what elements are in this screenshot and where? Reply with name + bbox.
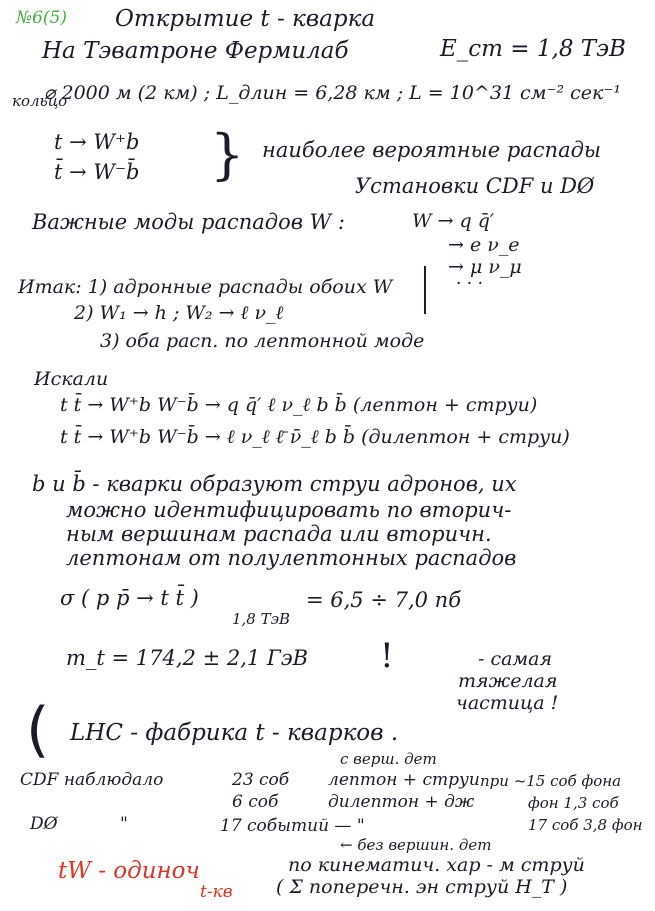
ring-label: кольцо	[12, 92, 68, 110]
exclamation-icon: !	[380, 636, 394, 676]
no-vertex-note: ← без вершин. дет	[340, 836, 492, 854]
tw-note: tW - одиноч	[58, 858, 200, 884]
b-quarks-line-1: b и b̄ - кварки образуют струи адронов, их	[32, 472, 517, 496]
experiments: Установки CDF и DØ	[355, 174, 595, 198]
sum-note: ( Σ поперечн. эн струй H_T )	[276, 876, 568, 898]
cdf-label: CDF наблюдало	[20, 770, 164, 790]
tw-note-2: t-кв	[200, 882, 233, 902]
page-title: Открытие t - кварка	[115, 6, 376, 32]
cdf-events: 23 соб	[232, 770, 290, 790]
page-number: №6(5)	[16, 8, 67, 28]
w-modes-title: Важные моды распадов W :	[32, 210, 345, 234]
decay-comment: наиболее вероятные распады	[262, 138, 602, 162]
cdf-background: при ~15 соб фона	[480, 772, 622, 790]
b-quarks-line-4: лептонам от полулептонных распадов	[66, 546, 517, 570]
tevatron-params: ⌀ 2000 м (2 км) ; L_длин = 6,28 км ; L = 10^31 см⁻² сек⁻¹	[44, 82, 622, 104]
kinematic-note: по кинематич. хар - м струй	[288, 854, 585, 876]
w-mode-electron: → e ν_e	[448, 234, 520, 256]
bracket-line	[424, 266, 426, 314]
cross-section-formula: σ ( p p̄ → t t̄ )	[60, 586, 199, 610]
arrow-paren-icon: (	[26, 695, 50, 765]
b-quarks-line-3: ным вершинам распада или вторичн.	[66, 522, 492, 546]
b-quarks-line-2: можно идентифицировать по вторич-	[66, 498, 512, 522]
searches-title: Искали	[34, 368, 109, 390]
cdf-events-2: 6 соб	[232, 792, 279, 812]
mass-comment-1: - самая	[478, 648, 553, 670]
top-mass: m_t = 174,2 ± 2,1 ГэВ	[66, 646, 309, 670]
tbar-decay: t̄ → W⁻b̄	[54, 160, 140, 184]
cross-section-energy: 1,8 ТэВ	[232, 610, 291, 628]
option-2: 2) W₁ → h ; W₂ → ℓ ν_ℓ	[74, 302, 284, 324]
d0-label: DØ	[30, 814, 58, 834]
w-mode-hadronic: W → q q̄′	[412, 210, 495, 232]
cdf-type-2: дилептон + дж	[328, 792, 475, 812]
d0-ditto: "	[120, 814, 128, 834]
cdf-background-2: фон 1,3 соб	[528, 794, 619, 812]
d0-background: 17 соб 3,8 фон	[528, 816, 643, 834]
ecm-value: E_cm = 1,8 ТэВ	[440, 36, 626, 62]
option-3: 3) оба расп. по лептонной моде	[100, 330, 425, 352]
cross-section-value: = 6,5 ÷ 7,0 пб	[306, 588, 462, 612]
lhc-line: LHC - фабрика t - кварков .	[70, 720, 399, 746]
tevatron-line: На Тэватроне Фермилаб	[42, 38, 349, 64]
mass-comment-2: тяжелая	[458, 670, 558, 692]
curly-brace-icon: }	[210, 123, 245, 186]
option-1: Итак: 1) адронные распады обоих W	[18, 276, 393, 298]
reaction-dilepton-jets: t t̄ → W⁺b W⁻b̄ → ℓ ν_ℓ ℓ̄ ν̄_ℓ b b̄ (дилептон + струи)	[60, 426, 570, 448]
reaction-lepton-jets: t t̄ → W⁺b W⁻b̄ → q q̄′ ℓ ν_ℓ b b̄ (лептон + струи)	[60, 394, 538, 416]
t-decay: t → W⁺b	[54, 130, 140, 154]
d0-events: 17 событий — "	[220, 816, 365, 836]
cdf-type: лептон + струи	[328, 770, 480, 790]
w-mode-muon: → μ ν_μ	[448, 256, 522, 278]
mass-comment-3: частица !	[456, 692, 559, 714]
w-mode-more: · · ·	[456, 274, 484, 294]
vertex-note: с верш. дет	[340, 750, 437, 768]
